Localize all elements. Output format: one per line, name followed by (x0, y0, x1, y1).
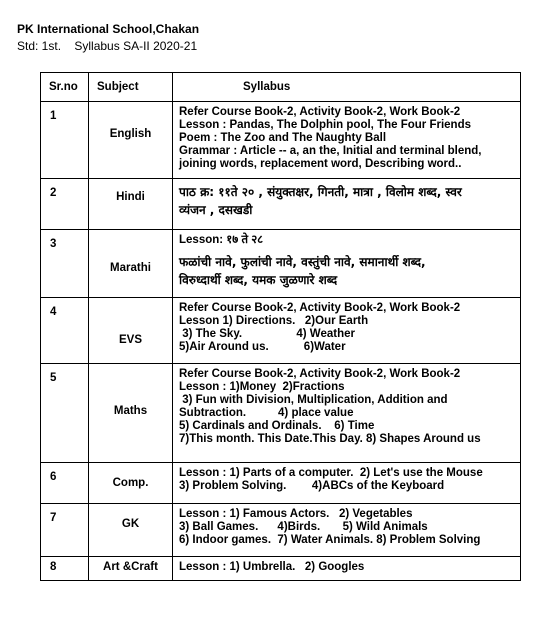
syllabus-line: Lesson : 1)Money 2)Fractions (179, 381, 345, 393)
sr-no-cell: 8 (41, 557, 89, 581)
subject-cell (89, 364, 173, 463)
subject-name: Marathi (110, 262, 151, 274)
std-label: Std: 1st. (17, 39, 62, 53)
sr-no-cell: 5 (41, 364, 89, 463)
subject-cell (89, 504, 173, 557)
subject-name: EVS (118, 334, 142, 346)
table-row (41, 298, 521, 364)
subject-name: Comp. (112, 477, 149, 489)
subject-cell (89, 557, 173, 581)
subject-name: GK (121, 518, 140, 530)
syllabus-line: 3) The Sky. 4) Weather (179, 328, 355, 340)
syllabus-line: 5) Cardinals and Ordinals. 6) Time (179, 420, 375, 432)
sr-no-cell: 6 (41, 463, 89, 504)
subject-name: English (109, 128, 152, 140)
syllabus-line: Subtraction. 4) place value (179, 407, 354, 419)
syllabus-cell (173, 557, 521, 581)
sr-no-cell: 7 (41, 504, 89, 557)
header-srno: Sr.no (41, 73, 89, 102)
syllabus-line: Lesson : 1) Umbrella. 2) Googles (179, 561, 365, 573)
subject-cell (89, 463, 173, 504)
table-row (41, 179, 521, 230)
syllabus-cell (173, 463, 521, 504)
subject-cell (89, 298, 173, 364)
header-syllabus: Syllabus (173, 73, 521, 102)
subject-cell (89, 179, 173, 230)
syllabus-cell (173, 504, 521, 557)
table-row (41, 504, 521, 557)
table-row (41, 557, 521, 581)
syllabus-line: Lesson: १७ ते २८ (179, 234, 264, 246)
syllabus-cell (173, 230, 521, 298)
syllabus-line: Refer Course Book-2, Activity Book-2, Work Book-2 (179, 302, 461, 314)
sr-no-cell: 4 (41, 298, 89, 364)
syllabus-line: 3) Fun with Division, Multiplication, Addition and (179, 394, 448, 406)
syllabus-line: 7)This month. This Date.This Day. 8) Shapes Around us (179, 433, 481, 445)
syllabus-cell (173, 102, 521, 179)
subject-name: Maths (113, 405, 148, 417)
syllabus-line: 3) Problem Solving. 4)ABCs of the Keyboard (179, 480, 445, 492)
sr-no-cell: 1 (41, 102, 89, 179)
syllabus-table (40, 72, 521, 581)
table-row (41, 463, 521, 504)
syllabus-line: Lesson : Pandas, The Dolphin pool, The Four Friends (179, 119, 471, 131)
subject-cell (89, 102, 173, 179)
syllabus-title: Syllabus SA-II 2020-21 (74, 39, 198, 53)
syllabus-line: 6) Indoor games. 7) Water Animals. 8) Problem Solving (179, 534, 481, 546)
school-name: PK International School,Chakan (17, 22, 200, 36)
subject-name: Art &Craft (103, 561, 158, 573)
syllabus-line: 5)Air Around us. 6)Water (179, 341, 346, 353)
syllabus-line: फळांची नावे, फुलांची नावे, वस्तुंची नावे, समानार्थी शब्द, (179, 255, 426, 269)
syllabus-cell (173, 364, 521, 463)
syllabus-cell (173, 179, 521, 230)
syllabus-line: Refer Course Book-2, Activity Book-2, Work Book-2 (179, 368, 461, 380)
subject-name: Hindi (116, 191, 145, 203)
sr-no-cell: 3 (41, 230, 89, 298)
syllabus-line: Poem : The Zoo and The Naughty Ball (179, 132, 387, 144)
table-row (41, 364, 521, 463)
table-header-row (41, 73, 521, 102)
syllabus-line: व्यंजन , दसखडी (179, 203, 253, 217)
syllabus-line: Lesson : 1) Parts of a computer. 2) Let's use the Mouse (179, 467, 483, 479)
sr-no-cell: 2 (41, 179, 89, 230)
class-and-syllabus-line (17, 39, 197, 53)
syllabus-line: विरुध्दार्थी शब्द, यमक जुळणारे शब्द (179, 273, 338, 287)
syllabus-line: Grammar : Article -- a, an the, Initial and terminal blend, (179, 145, 482, 157)
syllabus-line: Lesson : 1) Famous Actors. 2) Vegetables (179, 508, 413, 520)
syllabus-line: Refer Course Book-2, Activity Book-2, Work Book-2 (179, 106, 461, 118)
syllabus-line: 3) Ball Games. 4)Birds. 5) Wild Animals (179, 521, 428, 533)
syllabus-line: Lesson 1) Directions. 2)Our Earth (179, 315, 369, 327)
subject-cell (89, 230, 173, 298)
table-row (41, 102, 521, 179)
header-subject: Subject (89, 73, 173, 102)
syllabus-line: पाठ क्र: ११ते २० , संयुक्तक्षर, गिनती, मात्रा , विलोम शब्द, स्वर (179, 185, 462, 199)
syllabus-cell (173, 298, 521, 364)
syllabus-line: joining words, replacement word, Describing word.. (179, 158, 462, 170)
table-row (41, 230, 521, 298)
